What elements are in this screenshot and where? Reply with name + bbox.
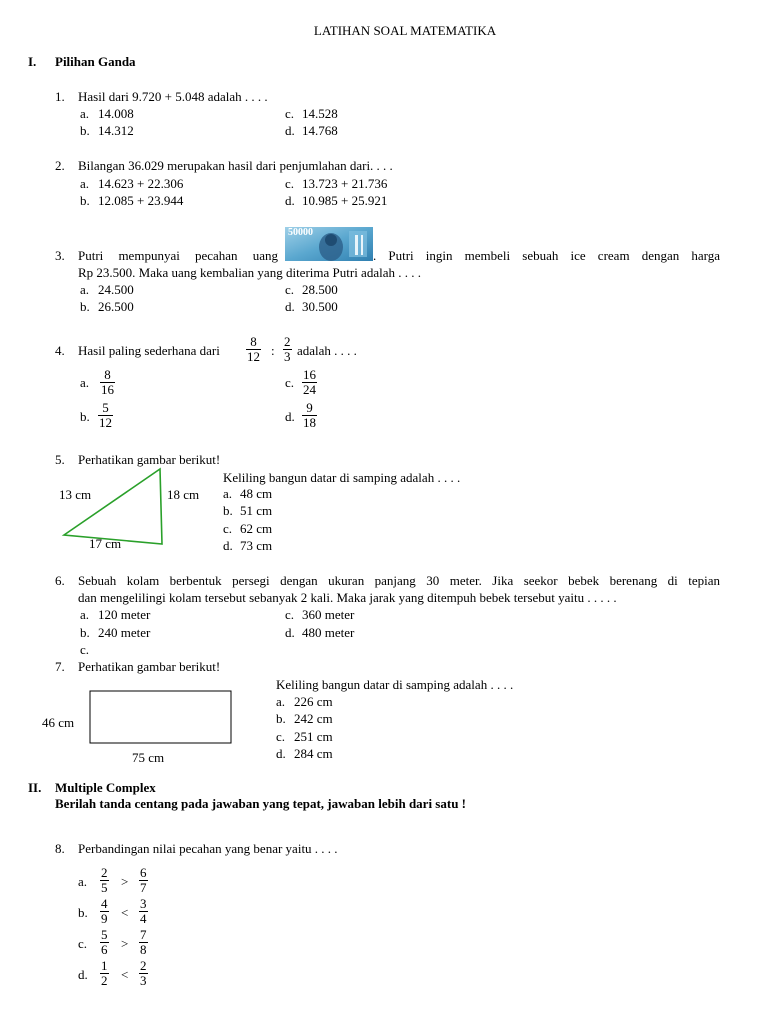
fraction (246, 335, 261, 364)
option-label: c. (223, 521, 233, 536)
question-number: 7. (55, 659, 65, 674)
option-text: 10.985 + 25.921 (302, 193, 388, 208)
question-number: 2. (55, 158, 65, 173)
denominator: 7 (140, 880, 147, 895)
denominator: 2 (101, 973, 108, 988)
option-label: c. (285, 282, 295, 297)
option-text: 62 cm (240, 521, 273, 536)
option-label: d. (223, 538, 233, 553)
question-text: Putri mempunyai pecahan uang (78, 248, 278, 263)
option-label: c. (276, 729, 286, 744)
section-instruction: Berilah tanda centang pada jawaban yang tepat, jawaban lebih dari satu ! (55, 796, 466, 811)
operator: : (271, 343, 275, 358)
option-label: b. (80, 409, 90, 424)
option-text: 226 cm (294, 694, 333, 709)
numerator: 8 (100, 368, 115, 383)
fraction (139, 897, 148, 926)
fraction (100, 866, 109, 895)
question-text: Perhatikan gambar berikut! (78, 659, 221, 674)
option-text: 28.500 (302, 282, 338, 297)
option-text: 12.085 + 23.944 (98, 193, 184, 208)
rectangle-shape (90, 691, 231, 743)
question-text: Rp 23.500. Maka uang kembalian yang diterima Putri adalah . . . . (78, 265, 421, 280)
option-text: 13.723 + 21.736 (302, 176, 388, 191)
denominator: 16 (101, 382, 114, 397)
section-title: Pilihan Ganda (55, 54, 136, 69)
question-number: 5. (55, 452, 65, 467)
option-text: 51 cm (240, 503, 273, 518)
numerator: 3 (140, 896, 147, 911)
denominator: 9 (101, 911, 108, 926)
question-text: Keliling bangun datar di samping adalah . . . . (223, 470, 461, 485)
option-label: d. (285, 193, 295, 208)
numerator: 7 (140, 927, 147, 942)
option-label: a. (80, 282, 90, 297)
banknote-value: 50000 (288, 227, 313, 238)
numerator: 1 (101, 958, 108, 973)
option-text: 284 cm (294, 746, 333, 761)
fraction (100, 928, 109, 957)
denominator: 24 (303, 382, 316, 397)
operator: < (121, 967, 129, 982)
option-label: a. (223, 486, 233, 501)
option-label: d. (285, 123, 295, 138)
option-text: 14.768 (302, 123, 338, 138)
option-label: d. (78, 967, 88, 982)
banknote-image (285, 227, 373, 261)
option-label: d. (285, 625, 295, 640)
option-label: b. (80, 625, 90, 640)
side-label: 18 cm (167, 487, 200, 502)
question-number: 4. (55, 343, 65, 358)
question-text: Bilangan 36.029 merupakan hasil dari penjumlahan dari. . . . (78, 158, 393, 173)
question-text: adalah . . . . (297, 343, 357, 358)
option-label: b. (78, 905, 88, 920)
denominator: 6 (101, 942, 108, 957)
denominator: 12 (247, 349, 260, 364)
denominator: 3 (140, 973, 147, 988)
section-title: Multiple Complex (55, 780, 156, 795)
option-text: 14.312 (98, 123, 134, 138)
option-text: 14.528 (302, 106, 338, 121)
section-number: I. (28, 54, 37, 69)
option-text: 48 cm (240, 486, 273, 501)
option-label: d. (276, 746, 286, 761)
option-label: c. (78, 936, 88, 951)
question-text: Perbandingan nilai pecahan yang benar yaitu . . . . (78, 841, 338, 856)
fraction (100, 368, 115, 397)
option-label: b. (223, 503, 233, 518)
option-text: 240 meter (98, 625, 151, 640)
option-text: 14.008 (98, 106, 134, 121)
option-text: 30.500 (302, 299, 338, 314)
option-label: b. (80, 123, 90, 138)
denominator: 12 (99, 415, 112, 430)
option-label: b. (276, 711, 286, 726)
numerator: 2 (101, 865, 108, 880)
numerator: 6 (140, 865, 147, 880)
option-label: c. (285, 375, 295, 390)
numerator: 2 (140, 958, 147, 973)
question-number: 6. (55, 573, 65, 588)
side-label: 13 cm (59, 487, 92, 502)
numerator: 8 (246, 335, 261, 350)
denominator: 3 (284, 349, 291, 364)
option-text: 251 cm (294, 729, 333, 744)
fraction (302, 401, 317, 430)
operator: > (121, 936, 129, 951)
fraction (100, 897, 109, 926)
option-text: 242 cm (294, 711, 333, 726)
question-number: 1. (55, 89, 65, 104)
option-label: d. (285, 299, 295, 314)
option-label: d. (285, 409, 295, 424)
fraction (100, 959, 109, 988)
question-number: 8. (55, 841, 65, 856)
option-text: 73 cm (240, 538, 273, 553)
option-label: a. (78, 874, 88, 889)
question-text: Perhatikan gambar berikut! (78, 452, 221, 467)
question-text: dan mengelilingi kolam tersebut sebanyak 2 kali. Maka jarak yang ditempuh bebek tersebut yaitu . . . . . (78, 590, 617, 605)
option-label: a. (80, 607, 90, 622)
numerator: 4 (101, 896, 108, 911)
option-label: c. (285, 607, 295, 622)
fraction (139, 928, 148, 957)
fraction (302, 368, 317, 397)
option-label: b. (80, 193, 90, 208)
side-label: 46 cm (42, 715, 75, 730)
numerator: 5 (101, 927, 108, 942)
numerator: 5 (98, 401, 113, 416)
fraction (98, 401, 113, 430)
triangle-shape (64, 469, 162, 544)
option-label: a. (80, 375, 90, 390)
question-text: Hasil dari 9.720 + 5.048 adalah . . . . (78, 89, 268, 104)
section-number: II. (28, 780, 42, 795)
operator: > (121, 874, 129, 889)
denominator: 4 (140, 911, 147, 926)
denominator: 5 (101, 880, 108, 895)
side-label: 75 cm (132, 750, 165, 765)
fraction (283, 335, 292, 364)
numerator: 9 (302, 401, 317, 416)
question-number: 3. (55, 248, 65, 263)
question-text: Sebuah kolam berbentuk persegi dengan ukuran panjang 30 meter. Jika seekor bebek berenang di tepian (78, 573, 720, 588)
option-text: 26.500 (98, 299, 134, 314)
option-label: c. (80, 642, 90, 657)
numerator: 16 (303, 367, 316, 382)
operator: < (121, 905, 129, 920)
option-label: b. (80, 299, 90, 314)
option-label: a. (80, 176, 90, 191)
option-text: 360 meter (302, 607, 355, 622)
option-text: 14.623 + 22.306 (98, 176, 184, 191)
question-text: Hasil paling sederhana dari (78, 343, 220, 358)
option-label: c. (285, 176, 295, 191)
option-text: 480 meter (302, 625, 355, 640)
side-label: 17 cm (89, 536, 122, 551)
fraction (139, 866, 148, 895)
option-label: a. (80, 106, 90, 121)
denominator: 8 (140, 942, 147, 957)
numerator: 2 (284, 334, 291, 349)
page-title: LATIHAN SOAL MATEMATIKA (313, 23, 497, 38)
option-label: a. (276, 694, 286, 709)
question-text: . Putri ingin membeli sebuah ice cream dengan harga (373, 248, 720, 263)
option-label: c. (285, 106, 295, 121)
option-text: 24.500 (98, 282, 134, 297)
question-text: Keliling bangun datar di samping adalah . . . . (276, 677, 514, 692)
denominator: 18 (303, 415, 316, 430)
fraction (139, 959, 148, 988)
option-text: 120 meter (98, 607, 151, 622)
